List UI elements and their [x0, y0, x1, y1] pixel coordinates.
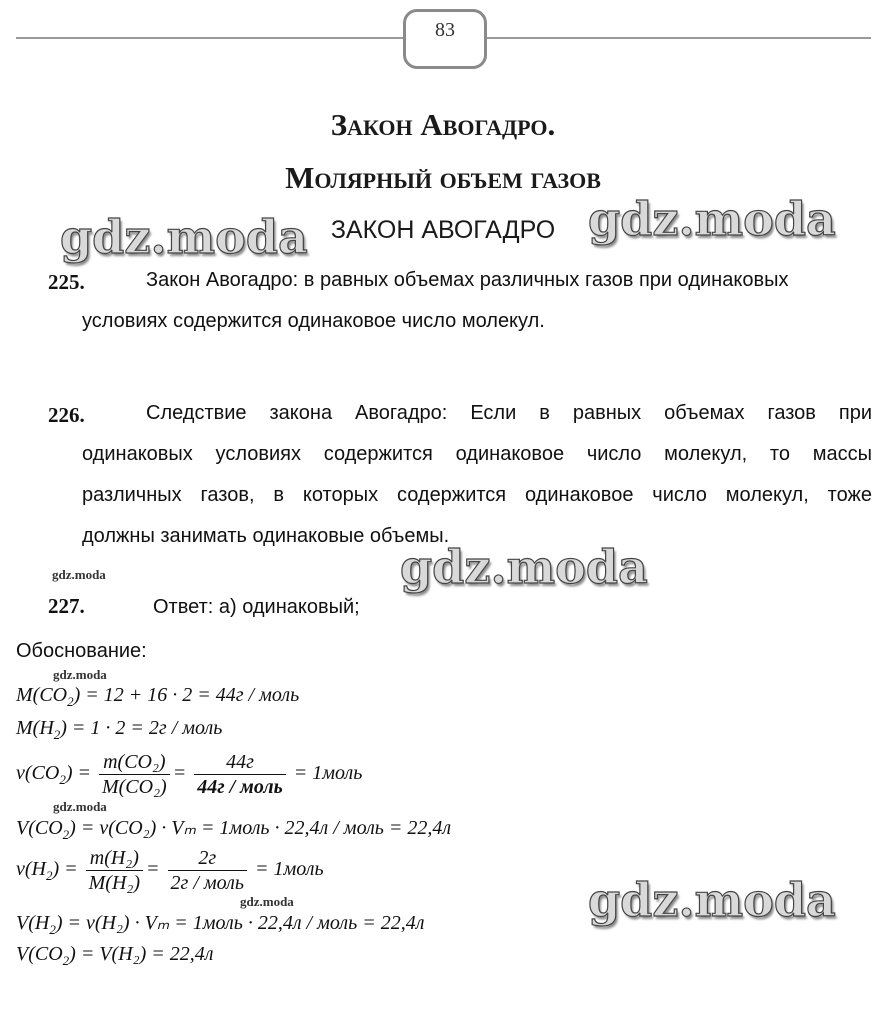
watermark-4: gdz.moda: [588, 873, 836, 927]
item-226-line-1: Следствие закона Авогадро: Если в равных объемах газов при: [146, 402, 872, 424]
item-225-line-1: Закон Авогадро: в равных объемах различных газов при одинаковых: [146, 269, 789, 291]
formula-volume-co2: $V(CO_2) = \nu(CO_2) \cdot V_m$ = 1моль · 22,4л / моль = 22,4л: [16, 817, 452, 842]
watermark-small-4: gdz.moda: [240, 894, 294, 909]
item-227-answer: Ответ: а) одинаковый;: [153, 596, 360, 618]
formula-amount-co2: $\nu(CO_2)$ = $\frac{\text{m(CO₂)}}{\text{M(CO₂)}}$ = $\frac{44г}{\text{44г / моль}}$ = 1моль: [16, 751, 363, 798]
fraction-mass-over-molar-h2: $\frac{\text{m(H₂)}}{\text{M(H₂)}}$: [86, 846, 143, 895]
section-subtitle: ЗАКОН АВОГАДРО: [330, 216, 556, 244]
watermark-3: gdz.moda: [400, 540, 648, 594]
item-number-226: 226.: [48, 403, 85, 427]
fraction-values-h2: $\frac{2г}{\text{2г / моль}}$: [168, 846, 247, 895]
page-number: 83: [435, 19, 455, 41]
item-226-line-3: различных газов, в которых содержится одинаковое число молекул, тоже: [82, 484, 872, 506]
watermark-small-1: gdz.moda: [52, 567, 106, 582]
title-line-1: Закон Авогадро.: [330, 107, 556, 142]
watermark-small-2: gdz.moda: [53, 667, 107, 682]
formula-molar-mass-h2: $M(H_2) = 1 \cdot 2 = 2г$ / моль: [16, 717, 223, 742]
formula-volumes-equal: $V(CO_2) = V(H_2) = 22,4л$: [16, 943, 214, 968]
item-226-text: [82, 393, 872, 557]
item-225-line-2: условиях содержится одинаковое число молекул.: [82, 310, 545, 332]
justification-label: Обоснование:: [16, 640, 147, 662]
title-line-2: Молярный объем газов: [285, 160, 601, 195]
fraction-values-co2: $\frac{44г}{\text{44г / моль}}$: [194, 750, 286, 799]
formula-amount-h2: $\nu(H_2)$ = $\frac{\text{m(H₂)}}{\text{M(H₂)}}$ = $\frac{2г}{\text{2г / моль}}$ = 1моль: [16, 847, 324, 894]
header-rule-right: [481, 37, 871, 39]
item-226-line-2: одинаковых условиях содержится одинаковое число молекул, то массы: [82, 443, 872, 465]
item-number-225: 225.: [48, 270, 85, 294]
watermark-small-3: gdz.moda: [53, 799, 107, 814]
formula-volume-h2: $V(H_2) = \nu(H_2) \cdot V_m$ = 1моль · 22,4л / моль = 22,4л: [16, 912, 425, 937]
fraction-mass-over-molar-co2: $\frac{\text{m(CO₂)}}{\text{M(CO₂)}}$: [99, 750, 170, 799]
watermark-1: gdz.moda: [60, 210, 308, 264]
item-226-line-4: должны занимать одинаковые объемы.: [82, 525, 450, 547]
formula-molar-mass-co2: $M(CO_2) = 12 + 16 \cdot 2 = 44г$ / моль: [16, 684, 300, 709]
watermark-2: gdz.moda: [588, 192, 836, 246]
header-rule-left: [16, 37, 406, 39]
item-number-227: 227.: [48, 594, 85, 618]
item-225-text: [82, 260, 850, 342]
